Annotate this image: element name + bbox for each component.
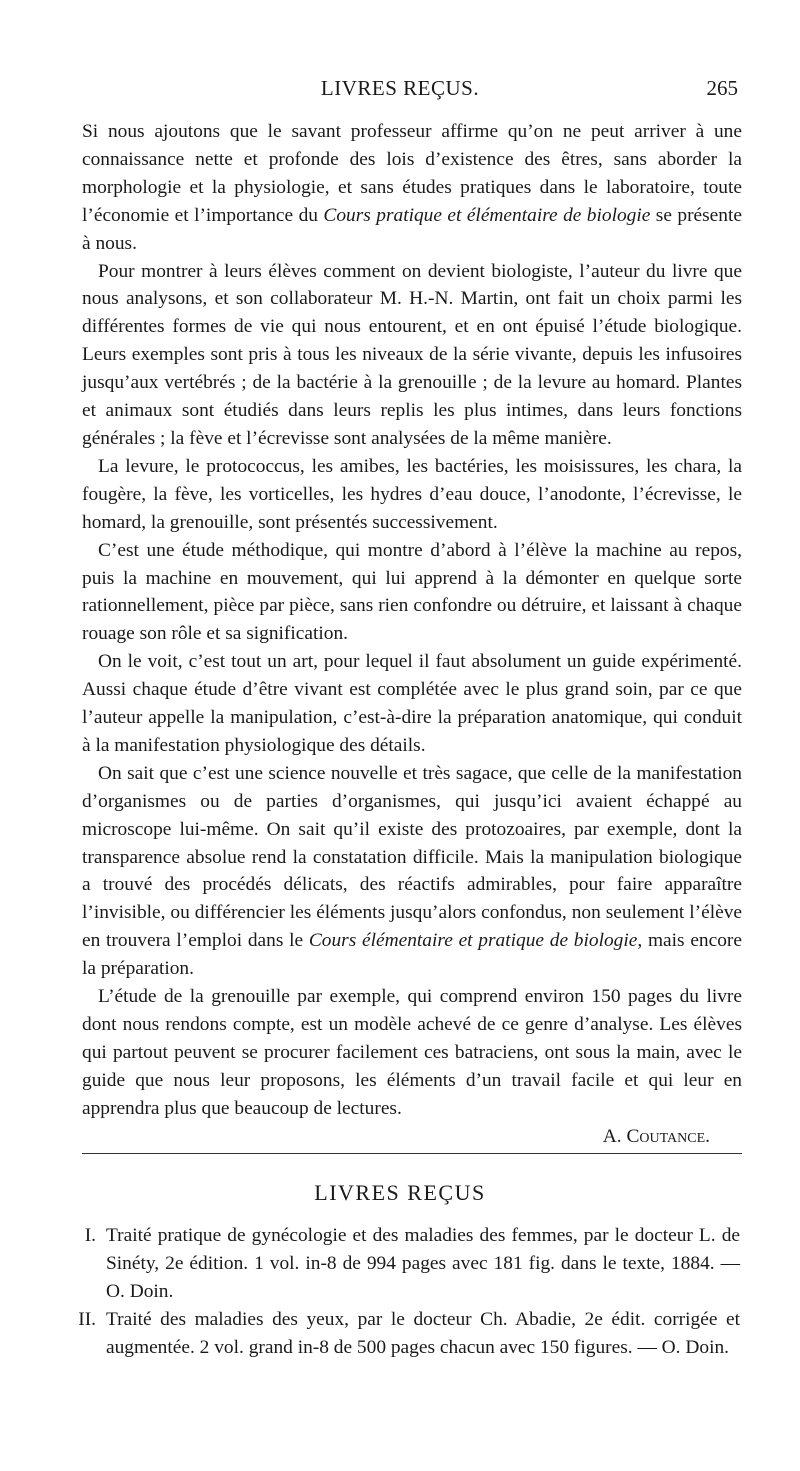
paragraph-1: [82, 118, 742, 258]
paragraph-6-text-c: , mais encore la préparation.: [82, 930, 742, 980]
paragraph-3: La levure, le protococcus, les amibes, les bactéries, les moisissures, les chara, la fougère, la fève, les vorticelles, les hydres d’eau douce, l’anodonte, l’écrevisse, le homard, la grenouille, sont présentés successivement.: [82, 455, 742, 533]
paragraph-5: On le voit, c’est tout un art, pour lequel il faut absolument un guide expérimenté. Aussi chaque étude d’être vivant est complétée avec le plus grand soin, par ce que l’auteur appelle la manipulation, c’est-à-dire la préparation anatomique, qui conduit à la manifestation physiologique des détails.: [82, 651, 742, 756]
section-divider: [82, 1153, 742, 1154]
book-title-italic: Cours pratique et élémentaire de biologie: [323, 204, 651, 226]
author-signature: A. Coutance.: [602, 1125, 710, 1147]
running-title: LIVRES REÇUS.: [320, 76, 480, 100]
paragraph-1-text-a: Si nous ajoutons que le savant professeur affirme qu’on ne peut arriver à une connaissance nette et profonde des lois d’existence des êtres, sans aborder la morphologie et la physiologie, et sans études pratiques dans le laboratoire, toute l’économie et l’importance du: [82, 121, 742, 226]
paragraph-2: Pour montrer à leurs élèves comment on devient biologiste, l’auteur du livre que nous analysons, et son collaborateur M. H.-N. Martin, ont fait un choix parmi les différentes formes de vie qui nous entourent, et en ont épuisé l’étude biologique. Leurs exemples sont pris à tous les niveaux de la série vivante, depuis les infusoires jusqu’aux vertébrés ; de la bactérie à la grenouille ; de la levure au homard. Plantes et animaux sont étudiés dans leurs replis les plus intimes, dans leurs fonctions générales ; la fève et l’écrevisse sont analysées de la même manière.: [82, 260, 742, 449]
section-heading: LIVRES REÇUS: [314, 1180, 486, 1205]
book-list: [60, 1222, 740, 1362]
page-number: 265: [706, 76, 738, 100]
running-head: [0, 76, 800, 106]
paragraph-4: C’est une étude méthodique, qui montre d’abord à l’élève la machine au repos, puis la machine en mouvement, qui lui apprend à la démonter en quelque sorte rationnellement, pièce par pièce, sans rien confondre ou détruire, et laissant à chaque rouage son rôle et sa signification.: [82, 539, 742, 645]
item-text: Traité des maladies des yeux, par le docteur Ch. Abadie, 2e édit. corrigée et augmentée. 2 vol. grand in-8 de 500 pages chacun avec 150 figures. — O. Doin.: [106, 1308, 740, 1358]
item-number: II.: [78, 1308, 96, 1330]
item-number: I.: [84, 1225, 96, 1246]
paragraph-1-text-c: se présente à nous.: [82, 204, 742, 254]
paragraph-7: L’étude de la grenouille par exemple, qui comprend environ 150 pages du livre dont nous rendons compte, est un modèle achevé de ce genre d’analyse. Les élèves qui partout peuvent se procurer facilement ces batraciens, ont sous la main, avec le guide que nous leur proposons, les éléments d’un travail facile et qui leur en apprendra plus que beaucoup de lectures.: [82, 986, 742, 1119]
item-text: Traité pratique de gynécologie et des maladies des femmes, par le docteur L. de Sinéty, 2e édition. 1 vol. in-8 de 994 pages avec 181 fig. dans le texte, 1884. — O. Doin.: [106, 1225, 740, 1302]
book-title-italic: Cours élémentaire et pratique de biologie: [308, 930, 638, 952]
paragraph-6-text-a: On sait que c’est une science nouvelle et très sagace, que celle de la manifestation d’organismes ou de parties d’organismes, qui jusqu’ici avaient échappé au microscope lui-même. On sait qu’il existe des protozoaires, par exemple, dont la transparence absolue rend la constatation difficile. Mais la manipulation biologique a trouvé des procédés délicats, des réactifs admirables, pour faire apparaître l’invisible, ou différencier les éléments jusqu’alors confondus, non seulement l’élève en trouvera l’emploi dans le: [82, 762, 742, 952]
review-body: [82, 118, 742, 1151]
paragraph-6: [82, 760, 742, 983]
list-item: [60, 1306, 740, 1362]
list-item: [60, 1222, 740, 1306]
